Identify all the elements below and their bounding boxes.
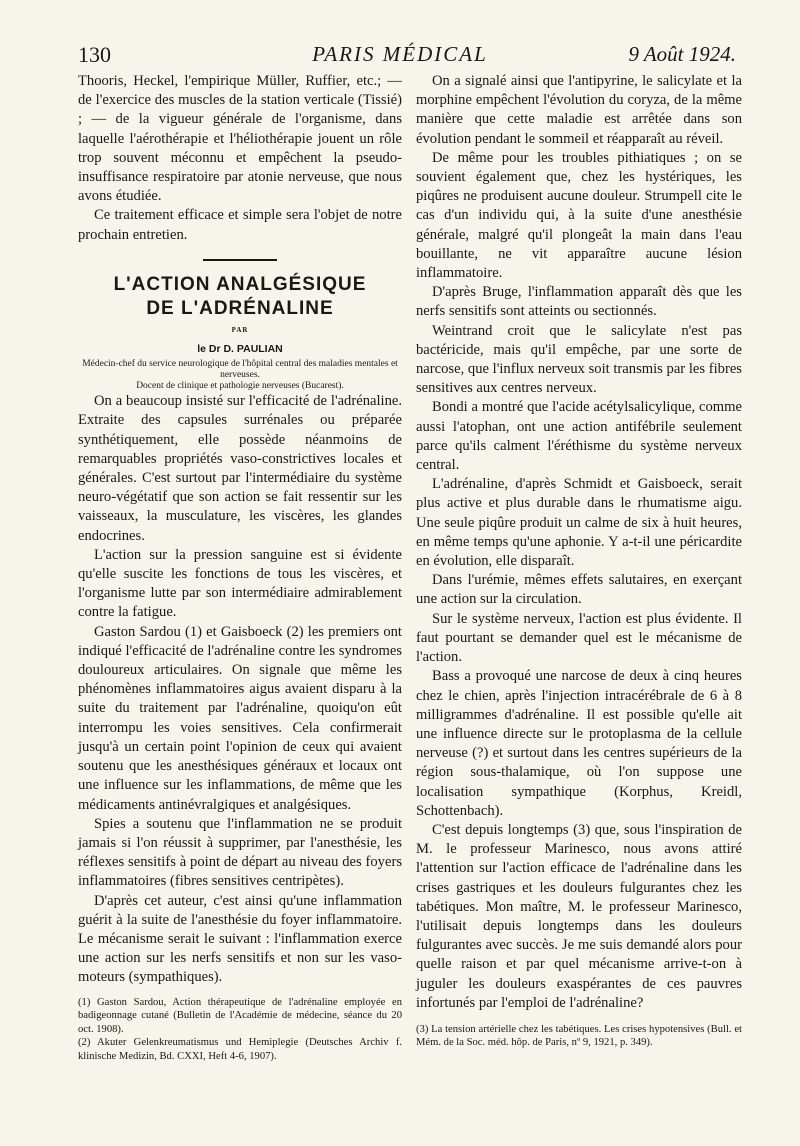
body-paragraph: Gaston Sardou (1) et Gaisboeck (2) les premiers ont indiqué l'efficacité de l'adrénaline contre les syndromes douloureux articulaires. On signale que même les phénomènes inflammatoires aigus avaient disparu à la suite du traitement par l'adrénaline, quoiqu'on eût interrompu les voies sensitives. Cela confirmerait jusqu'à un certain point l'opinion de ceux qui avaient soutenu que les anesthésiques généraux et locaux ont une influence sur les inflammations, de même que les médicaments antinévralgiques et analgésiques. [78, 623, 402, 813]
intro-paragraph: Ce traitement efficace et simple sera l'objet de notre prochain entretien. [78, 207, 402, 243]
issue-date: 9 Août 1924. [628, 42, 736, 66]
left-column [78, 72, 402, 988]
author-name: le Dr D. PAULIAN [197, 343, 283, 356]
body-paragraph: Sur le système nerveux, l'action est plus évidente. Il faut pourtant se demander quel est le mécanisme de l'action. [416, 610, 742, 666]
byline-par: PAR [231, 325, 249, 334]
page-number: 130 [78, 42, 111, 67]
author-affiliation [78, 359, 402, 392]
body-paragraph: Spies a soutenu que l'inflammation ne se produit jamais si l'on réussit à supprimer, par l'anesthésie, les réflexes sensitifs à point de départ au niveau des foyers inflammatoires (fibres sensitives centripètes). [78, 815, 402, 890]
section-divider [203, 259, 277, 261]
body-paragraph: D'après Bruge, l'inflammation apparaît dès que les nerfs sensitifs sont atteints ou sectionnés. [416, 284, 742, 320]
intro-paragraph: Thooris, Heckel, l'empirique Müller, Ruffier, etc.; — de l'exercice des muscles de la station verticale (Tissié) ; — de la vigueur générale de l'organisme, dans laquelle l'aérothérapie et l'héliothérapie jouent un rôle trop souvent méconnu et empêchent la pseudo-insuffisance respiratoire par atonie nerveuse, que nous avons étudiée. [78, 73, 402, 205]
body-paragraph: D'après cet auteur, c'est ainsi qu'une inflammation guérit à la suite de l'anesthésie du foyer inflammatoire. Le mécanisme serait le suivant : l'inflammation exerce une action sur les nerfs sensitifs et non sur les vaso-moteurs (sympathiques). [78, 892, 402, 986]
footnote: (2) Akuter Gelenkreumatismus und Hemiplegie (Deutsches Archiv f. klinische Medizin, Bd. CXXI, Heft 4-6, 1907). [78, 1037, 402, 1062]
left-footnotes [78, 996, 402, 1063]
body-paragraph: Bondi a montré que l'acide acétylsalicylique, comme aussi l'atophan, ont une action antifébrile seulement parce qu'ils calment l'éréthisme du système nerveux central. [416, 399, 742, 474]
body-paragraph: On a beaucoup insisté sur l'efficacité de l'adrénaline. Extraite des capsules surrénales ou préparée synthétiquement, elle possède néanmoins de remarquables propriétés vaso-constrictives locales et générales. C'est surtout par l'intermédiaire du système neuro-végétatif que son action se fait ressentir sur les vaisseaux, la musculature, les viscères, les glandes endocrines. [78, 393, 402, 544]
journal-title: PARIS MÉDICAL [312, 42, 488, 66]
body-paragraph: De même pour les troubles pithiatiques ; on se souvient également que, chez les hystériques, les piqûres ne produisent aucune douleur. Strumpell cite le cas d'un individu qui, à la suite d'une anesthésie générale, malgré qu'il plongeât la main dans l'eau bouillante, ne vit apparaître aucune lésion inflammatoire. [416, 149, 742, 282]
running-header [0, 30, 800, 70]
body-paragraph: On a signalé ainsi que l'antipyrine, le salicylate et la morphine empêchent l'évolution du coryza, de la même manière que cette maladie est arrêtée dans son évolution pendant le sommeil et réapparaît au réveil. [416, 73, 742, 147]
body-paragraph: L'action sur la pression sanguine est si évidente qu'elle suscite les fonctions de tous les viscères, et l'organisme lutte par son intermédiaire admirablement contre la fatigue. [78, 546, 402, 621]
footnote: (1) Gaston Sardou, Action thérapeutique de l'adrénaline employée en badigeonnage cutané (Bulletin de l'Académie de médecine, séance du 20 oct. 1908). [78, 997, 402, 1035]
affiliation-line: Médecin-chef du service neurologique de l'hôpital central des maladies mentales et nerveuses. [82, 359, 398, 381]
body-paragraph: Dans l'urémie, mêmes effets salutaires, en exerçant une action sur la circulation. [416, 572, 742, 608]
body-paragraph: Bass a provoqué une narcose de deux à cinq heures chez le chien, après l'injection intracérébrale de 6 à 8 milligrammes d'adrénaline. Il est possible qu'elle ait une influence directe sur le protoplasma de la cellule nerveuse (?) et surtout dans les centres supérieurs de la région sous-thalamique, où l'on suppose une localisation sympathique (Korphus, Kreidl, Schottenbach). [416, 668, 742, 819]
body-paragraph: L'adrénaline, d'après Schmidt et Gaisboeck, serait plus active et plus durable dans le rhumatisme aigu. Une seule piqûre produit un calme de six à huit heures, en même temps qu'une aphonie. Y a-t-il une péricardite en évolution, elle disparaît. [416, 476, 742, 570]
article-title-line: L'ACTION ANALGÉSIQUE [113, 273, 367, 295]
footnote: (3) La tension artérielle chez les tabétiques. Les crises hypotensives (Bull. et Mém. de la Soc. méd. hôp. de Paris, nº 9, 1921, p. 349). [416, 1024, 742, 1049]
body-paragraph: Weintrand croit que le salicylate n'est pas bactéricide, mais qu'il empêche, par une sorte de narcose, que l'influx nerveux soit transmis par les fibres sensitives aux centres nerveux. [416, 322, 742, 397]
body-paragraph: C'est depuis longtemps (3) que, sous l'inspiration de M. le professeur Marinesco, nous avons attiré l'attention sur l'action efficace de l'adrénaline dans les crises gastriques et les douleurs fulgurantes chez les tabétiques. Mon maître, M. le professeur Marinesco, l'utilisait depuis longtemps dans les douleurs fulgurantes avec succès. Je me suis demandé alors pour quelle raison et par quel mécanisme arrive-t-on à juguler les douleurs exaspérantes de ces pauvres infortunés par l'emploi de l'adrénaline? [416, 821, 742, 1011]
article-title-line: DE L'ADRÉNALINE [146, 297, 334, 319]
affiliation-line: Docent de clinique et pathologie nerveuses (Bucarest). [136, 381, 344, 392]
right-column [416, 72, 742, 1013]
right-footnotes [416, 1023, 742, 1050]
